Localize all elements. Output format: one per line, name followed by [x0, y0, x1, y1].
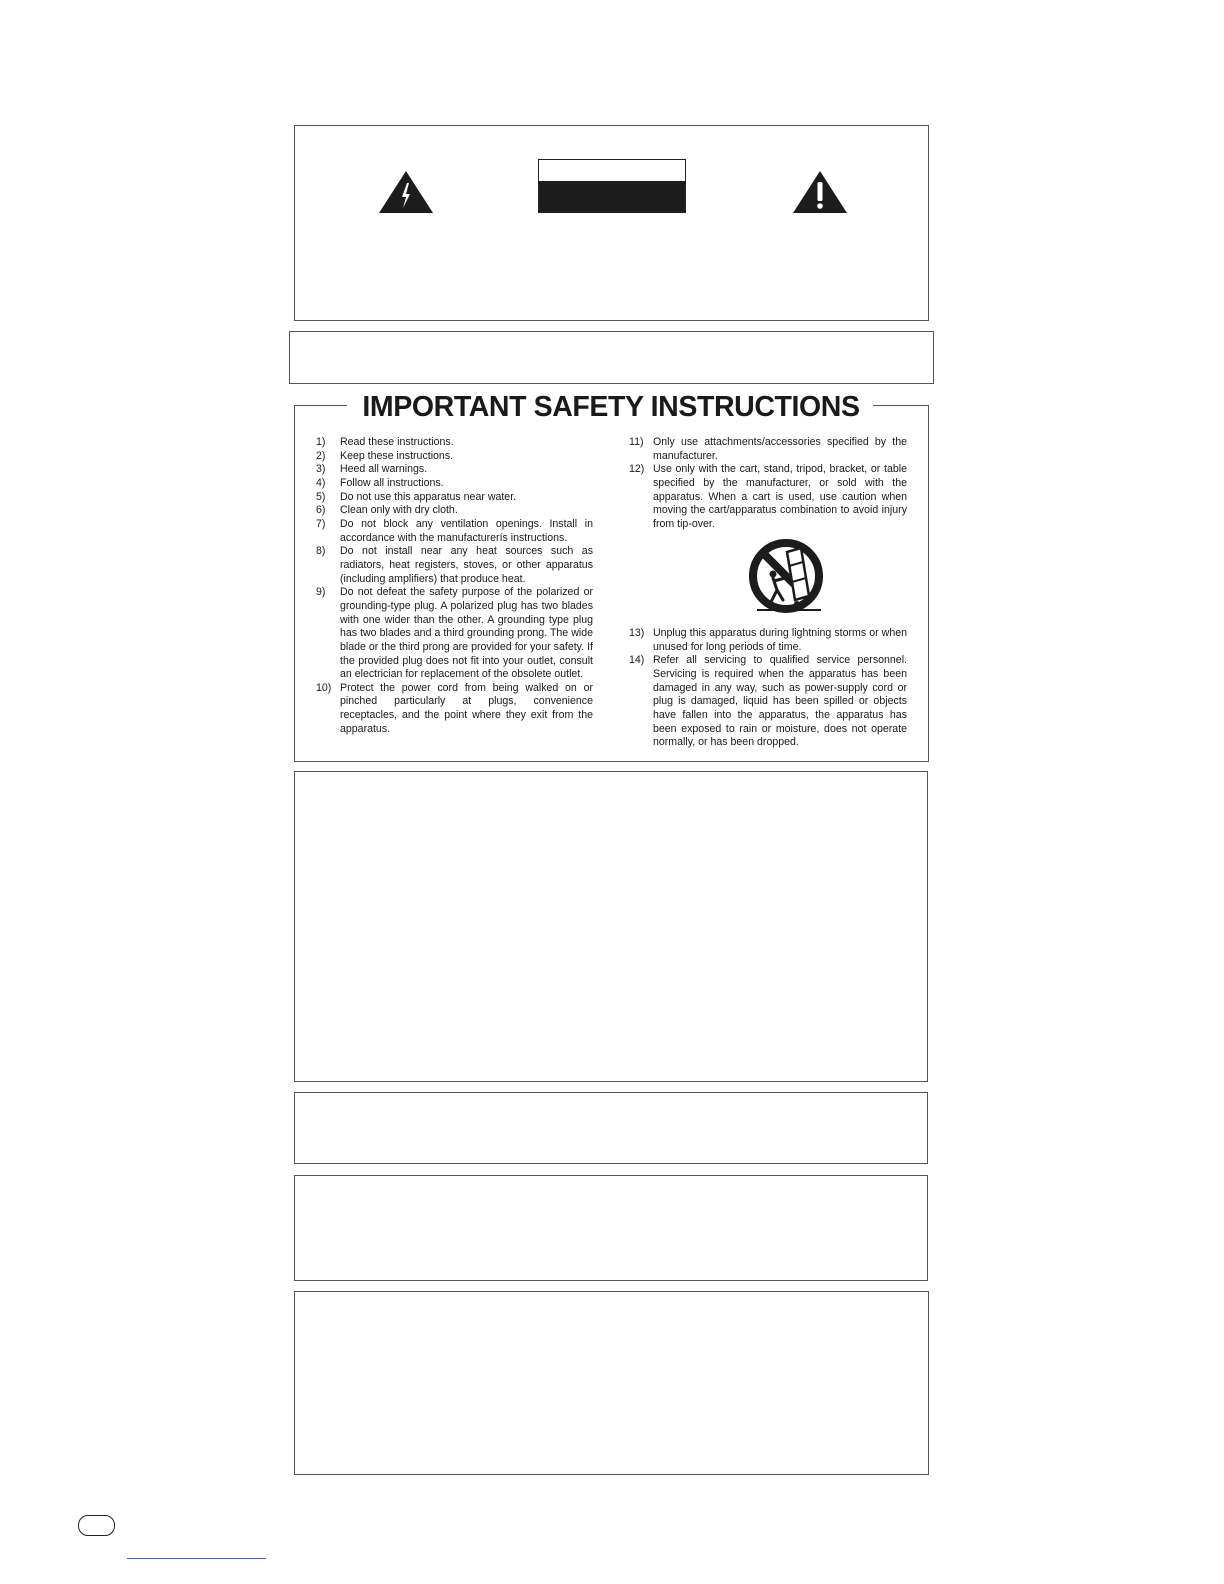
instruction-number: 9) [316, 586, 326, 599]
language-tab-marker [78, 1515, 115, 1536]
notice-box-bottom [294, 1291, 929, 1475]
caution-label-icon [538, 159, 686, 213]
instruction-item [314, 545, 593, 586]
instruction-number: 12) [629, 463, 645, 476]
instructions-list-right-top [627, 436, 907, 532]
instruction-number: 4) [316, 476, 326, 489]
safety-box-top-border-left [295, 405, 347, 406]
instruction-item [627, 654, 907, 750]
cart-tip-over-warning-icon [749, 538, 827, 614]
instruction-item [314, 450, 593, 464]
instruction-text: Unplug this apparatus during lightning storms or when unused for long periods of time. [653, 627, 907, 653]
instruction-number: 3) [316, 463, 326, 476]
notice-box-small [294, 1092, 928, 1164]
notice-box [289, 331, 934, 384]
instruction-text: Keep these instructions. [340, 449, 454, 462]
instruction-number: 5) [316, 490, 326, 503]
exclamation-warning-icon [791, 170, 849, 214]
notice-box-large [294, 771, 928, 1082]
instruction-number: 11) [629, 436, 644, 448]
instructions-list-left [314, 436, 593, 736]
instruction-item [314, 504, 593, 518]
instruction-number: 8) [316, 545, 326, 558]
instruction-text: Do not install near any heat sources such as radiators, heat registers, stoves, or other apparatus (including amplifiers) that produce heat. [340, 545, 593, 585]
instruction-text: Refer all servicing to qualified service personnel. Servicing is required when the apparatus has been damaged in any way, such as power-supply cord or plug is damaged, liquid has been spilled or objects have fallen into the apparatus, the apparatus has been exposed to rain or moisture, does not operate normally, or has been dropped. [653, 654, 907, 749]
instruction-item [314, 463, 593, 477]
lightning-bolt-warning-icon [377, 170, 435, 214]
instruction-item [314, 436, 593, 450]
instruction-text: Do not block any ventilation openings. Install in accordance with the manufacturerís instructions. [340, 517, 593, 544]
instruction-item [314, 518, 593, 545]
caution-label-band [539, 181, 685, 212]
instruction-number: 13) [629, 627, 645, 639]
instruction-number: 10) [316, 681, 332, 694]
instruction-text: Protect the power cord from being walked on or pinched particularly at plugs, convenience receptacles, and the point where they exit from the apparatus. [340, 681, 593, 735]
instruction-item [314, 682, 593, 737]
page-title: IMPORTANT SAFETY INSTRUCTIONS [362, 391, 860, 423]
instruction-text: Clean only with dry cloth. [340, 504, 458, 517]
instruction-number: 6) [316, 504, 326, 517]
instruction-item [314, 491, 593, 505]
instruction-text: Do not use this apparatus near water. [340, 490, 517, 503]
instruction-item [314, 477, 593, 491]
instruction-item [627, 463, 907, 531]
safety-box-top-border-right [873, 405, 928, 406]
notice-box-medium [294, 1175, 928, 1281]
caution-box [294, 125, 929, 321]
instruction-text: Read these instructions. [340, 436, 454, 448]
instructions-list-right-bottom [627, 627, 907, 750]
instruction-text: Only use attachments/accessories specified by the manufacturer. [653, 436, 907, 462]
footer-rule [127, 1558, 266, 1559]
instruction-text: Do not defeat the safety purpose of the polarized or grounding-type plug. A polarized plug has two blades with one wider than the other. A grounding type plug has two blades and a third grounding prong. The wide blade or the third prong are provided for your safety. If the provided plug does not fit into your outlet, consult an electrician for replacement of the obsolete outlet. [340, 586, 593, 681]
safety-instructions-box [294, 405, 929, 762]
instruction-item [627, 436, 907, 463]
instruction-number: 14) [629, 654, 645, 667]
instruction-number: 1) [316, 436, 326, 448]
instruction-item [314, 586, 593, 682]
instruction-item [627, 627, 907, 654]
instruction-text: Follow all instructions. [340, 476, 444, 489]
instruction-text: Use only with the cart, stand, tripod, bracket, or table specified by the manufacturer, or sold with the apparatus. When a cart is used, use caution when moving the cart/apparatus combination to avoid injury from tip-over. [653, 463, 907, 530]
instruction-number: 7) [316, 517, 326, 530]
instruction-number: 2) [316, 449, 326, 462]
instruction-text: Heed all warnings. [340, 463, 428, 476]
